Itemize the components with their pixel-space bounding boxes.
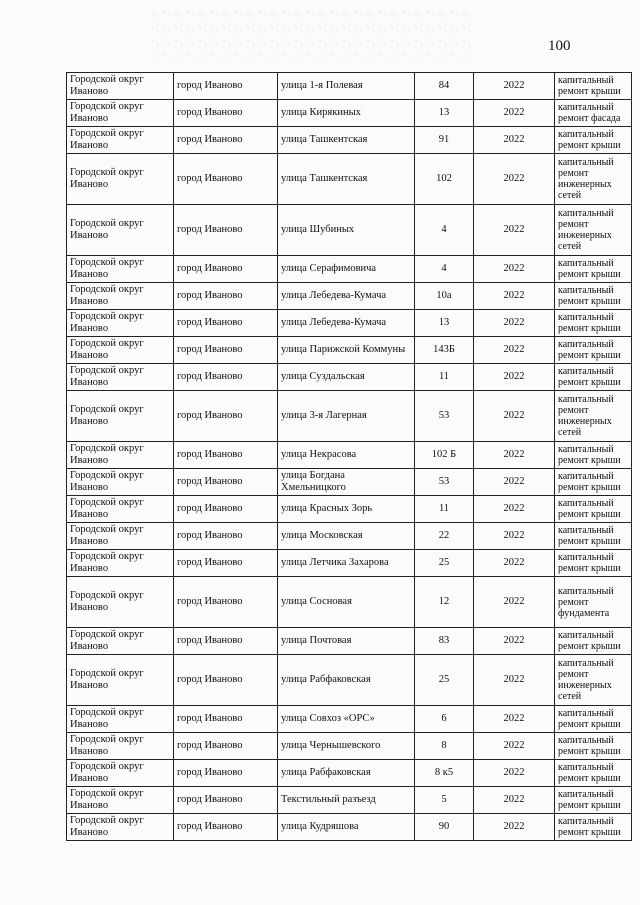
cell-work-type: капитальный ремонт крыши xyxy=(555,760,632,787)
cell-street: улица Рабфаковская xyxy=(278,655,415,706)
cell-street: улица Лебедева-Кумача xyxy=(278,310,415,337)
cell-year: 2022 xyxy=(474,310,555,337)
table-row xyxy=(67,469,632,496)
cell-work-type: капитальный ремонт фасада xyxy=(555,100,632,127)
cell-year: 2022 xyxy=(474,628,555,655)
cell-house-number: 53 xyxy=(415,391,474,442)
cell-year: 2022 xyxy=(474,577,555,628)
cell-house-number: 25 xyxy=(415,655,474,706)
cell-work-type: капитальный ремонт крыши xyxy=(555,310,632,337)
table-row xyxy=(67,442,632,469)
table-row xyxy=(67,100,632,127)
cell-city: город Иваново xyxy=(174,496,278,523)
cell-city: город Иваново xyxy=(174,364,278,391)
cell-street: улица Красных Зорь xyxy=(278,496,415,523)
cell-house-number: 13 xyxy=(415,100,474,127)
table-row xyxy=(67,733,632,760)
table-row xyxy=(67,706,632,733)
page-number: 100 xyxy=(548,38,571,54)
cell-city: город Иваново xyxy=(174,733,278,760)
cell-district: Городской округ Иваново xyxy=(67,256,174,283)
cell-work-type: капитальный ремонт крыши xyxy=(555,706,632,733)
cell-district: Городской округ Иваново xyxy=(67,127,174,154)
cell-house-number: 4 xyxy=(415,205,474,256)
table-row xyxy=(67,496,632,523)
cell-house-number: 143Б xyxy=(415,337,474,364)
cell-district: Городской округ Иваново xyxy=(67,73,174,100)
cell-house-number: 11 xyxy=(415,364,474,391)
cell-street: улица Почтовая xyxy=(278,628,415,655)
cell-work-type: капитальный ремонт крыши xyxy=(555,628,632,655)
cell-work-type: капитальный ремонт крыши xyxy=(555,523,632,550)
cell-street: улица Ташкентская xyxy=(278,127,415,154)
cell-year: 2022 xyxy=(474,706,555,733)
cell-street: улица 3-я Лагерная xyxy=(278,391,415,442)
cell-street: улица Шубиных xyxy=(278,205,415,256)
table-row xyxy=(67,73,632,100)
cell-city: город Иваново xyxy=(174,310,278,337)
cell-street: улица Суздальская xyxy=(278,364,415,391)
cell-district: Городской округ Иваново xyxy=(67,550,174,577)
cell-house-number: 4 xyxy=(415,256,474,283)
cell-district: Городской округ Иваново xyxy=(67,496,174,523)
cell-street: улица Совхоз «ОРС» xyxy=(278,706,415,733)
table-row xyxy=(67,523,632,550)
cell-city: город Иваново xyxy=(174,760,278,787)
table-row xyxy=(67,364,632,391)
cell-city: город Иваново xyxy=(174,469,278,496)
cell-year: 2022 xyxy=(474,73,555,100)
cell-street: улица Московская xyxy=(278,523,415,550)
cell-street: улица Парижской Коммуны xyxy=(278,337,415,364)
cell-work-type: капитальный ремонт крыши xyxy=(555,73,632,100)
cell-city: город Иваново xyxy=(174,283,278,310)
cell-work-type: капитальный ремонт инженерных сетей xyxy=(555,655,632,706)
table-row xyxy=(67,283,632,310)
cell-house-number: 90 xyxy=(415,814,474,841)
cell-year: 2022 xyxy=(474,550,555,577)
table-row xyxy=(67,205,632,256)
table-row xyxy=(67,550,632,577)
cell-house-number: 53 xyxy=(415,469,474,496)
cell-district: Городской округ Иваново xyxy=(67,577,174,628)
cell-year: 2022 xyxy=(474,787,555,814)
cell-house-number: 25 xyxy=(415,550,474,577)
cell-street: улица Богдана Хмельницкого xyxy=(278,469,415,496)
cell-year: 2022 xyxy=(474,127,555,154)
cell-house-number: 10а xyxy=(415,283,474,310)
cell-year: 2022 xyxy=(474,469,555,496)
table-row xyxy=(67,628,632,655)
cell-year: 2022 xyxy=(474,364,555,391)
cell-district: Городской округ Иваново xyxy=(67,814,174,841)
cell-house-number: 84 xyxy=(415,73,474,100)
cell-work-type: капитальный ремонт крыши xyxy=(555,283,632,310)
cell-year: 2022 xyxy=(474,283,555,310)
cell-district: Городской округ Иваново xyxy=(67,760,174,787)
cell-work-type: капитальный ремонт крыши xyxy=(555,733,632,760)
cell-district: Городской округ Иваново xyxy=(67,787,174,814)
cell-year: 2022 xyxy=(474,256,555,283)
cell-year: 2022 xyxy=(474,814,555,841)
cell-work-type: капитальный ремонт крыши xyxy=(555,550,632,577)
cell-city: город Иваново xyxy=(174,523,278,550)
cell-year: 2022 xyxy=(474,442,555,469)
cell-work-type: капитальный ремонт крыши xyxy=(555,814,632,841)
cell-district: Городской округ Иваново xyxy=(67,337,174,364)
cell-year: 2022 xyxy=(474,154,555,205)
cell-city: город Иваново xyxy=(174,706,278,733)
cell-city: город Иваново xyxy=(174,73,278,100)
cell-district: Городской округ Иваново xyxy=(67,655,174,706)
cell-district: Городской округ Иваново xyxy=(67,283,174,310)
cell-house-number: 102 xyxy=(415,154,474,205)
cell-district: Городской округ Иваново xyxy=(67,628,174,655)
cell-street: улица Некрасова xyxy=(278,442,415,469)
cell-street: улица Чернышевского xyxy=(278,733,415,760)
cell-work-type: капитальный ремонт инженерных сетей xyxy=(555,205,632,256)
repair-schedule-table xyxy=(66,72,632,841)
cell-district: Городской округ Иваново xyxy=(67,706,174,733)
cell-year: 2022 xyxy=(474,496,555,523)
cell-year: 2022 xyxy=(474,733,555,760)
cell-district: Городской округ Иваново xyxy=(67,733,174,760)
cell-city: город Иваново xyxy=(174,577,278,628)
cell-district: Городской округ Иваново xyxy=(67,100,174,127)
cell-work-type: капитальный ремонт фундамента xyxy=(555,577,632,628)
cell-street: улица 1-я Полевая xyxy=(278,73,415,100)
cell-house-number: 102 Б xyxy=(415,442,474,469)
cell-city: город Иваново xyxy=(174,127,278,154)
table-row xyxy=(67,577,632,628)
cell-work-type: капитальный ремонт инженерных сетей xyxy=(555,154,632,205)
cell-house-number: 6 xyxy=(415,706,474,733)
cell-house-number: 5 xyxy=(415,787,474,814)
cell-city: город Иваново xyxy=(174,337,278,364)
cell-district: Городской округ Иваново xyxy=(67,205,174,256)
table-row xyxy=(67,154,632,205)
cell-work-type: капитальный ремонт крыши xyxy=(555,127,632,154)
cell-street: улица Рабфаковская xyxy=(278,760,415,787)
cell-house-number: 91 xyxy=(415,127,474,154)
cell-house-number: 13 xyxy=(415,310,474,337)
table-row xyxy=(67,760,632,787)
cell-city: город Иваново xyxy=(174,787,278,814)
cell-street: Текстильный разъезд xyxy=(278,787,415,814)
cell-street: улица Ташкентская xyxy=(278,154,415,205)
cell-city: город Иваново xyxy=(174,814,278,841)
cell-district: Городской округ Иваново xyxy=(67,364,174,391)
cell-district: Городской округ Иваново xyxy=(67,310,174,337)
cell-year: 2022 xyxy=(474,100,555,127)
table-row xyxy=(67,310,632,337)
cell-district: Городской округ Иваново xyxy=(67,523,174,550)
cell-street: улица Сосновая xyxy=(278,577,415,628)
cell-city: город Иваново xyxy=(174,256,278,283)
cell-street: улица Летчика Захарова xyxy=(278,550,415,577)
table-row xyxy=(67,787,632,814)
cell-street: улица Кирякиных xyxy=(278,100,415,127)
table-row xyxy=(67,391,632,442)
cell-house-number: 22 xyxy=(415,523,474,550)
cell-district: Городской округ Иваново xyxy=(67,469,174,496)
cell-work-type: капитальный ремонт крыши xyxy=(555,364,632,391)
cell-work-type: капитальный ремонт крыши xyxy=(555,256,632,283)
cell-district: Городской округ Иваново xyxy=(67,154,174,205)
cell-street: улица Кудряшова xyxy=(278,814,415,841)
cell-work-type: капитальный ремонт крыши xyxy=(555,337,632,364)
cell-city: город Иваново xyxy=(174,655,278,706)
cell-work-type: капитальный ремонт крыши xyxy=(555,787,632,814)
scan-artifact xyxy=(150,8,470,58)
cell-work-type: капитальный ремонт крыши xyxy=(555,496,632,523)
table-body xyxy=(67,73,632,841)
cell-city: город Иваново xyxy=(174,442,278,469)
table-row xyxy=(67,127,632,154)
table-row xyxy=(67,256,632,283)
cell-year: 2022 xyxy=(474,523,555,550)
cell-city: город Иваново xyxy=(174,550,278,577)
cell-city: город Иваново xyxy=(174,100,278,127)
table-row xyxy=(67,655,632,706)
cell-city: город Иваново xyxy=(174,391,278,442)
cell-house-number: 12 xyxy=(415,577,474,628)
cell-city: город Иваново xyxy=(174,205,278,256)
cell-house-number: 11 xyxy=(415,496,474,523)
cell-year: 2022 xyxy=(474,760,555,787)
table-row xyxy=(67,337,632,364)
cell-district: Городской округ Иваново xyxy=(67,442,174,469)
cell-work-type: капитальный ремонт крыши xyxy=(555,469,632,496)
table-row xyxy=(67,814,632,841)
cell-year: 2022 xyxy=(474,655,555,706)
cell-district: Городской округ Иваново xyxy=(67,391,174,442)
cell-street: улица Серафимовича xyxy=(278,256,415,283)
cell-city: город Иваново xyxy=(174,154,278,205)
cell-house-number: 8 xyxy=(415,733,474,760)
cell-year: 2022 xyxy=(474,337,555,364)
cell-work-type: капитальный ремонт инженерных сетей xyxy=(555,391,632,442)
cell-house-number: 8 к5 xyxy=(415,760,474,787)
cell-work-type: капитальный ремонт крыши xyxy=(555,442,632,469)
cell-city: город Иваново xyxy=(174,628,278,655)
cell-year: 2022 xyxy=(474,205,555,256)
cell-street: улица Лебедева-Кумача xyxy=(278,283,415,310)
cell-year: 2022 xyxy=(474,391,555,442)
cell-house-number: 83 xyxy=(415,628,474,655)
